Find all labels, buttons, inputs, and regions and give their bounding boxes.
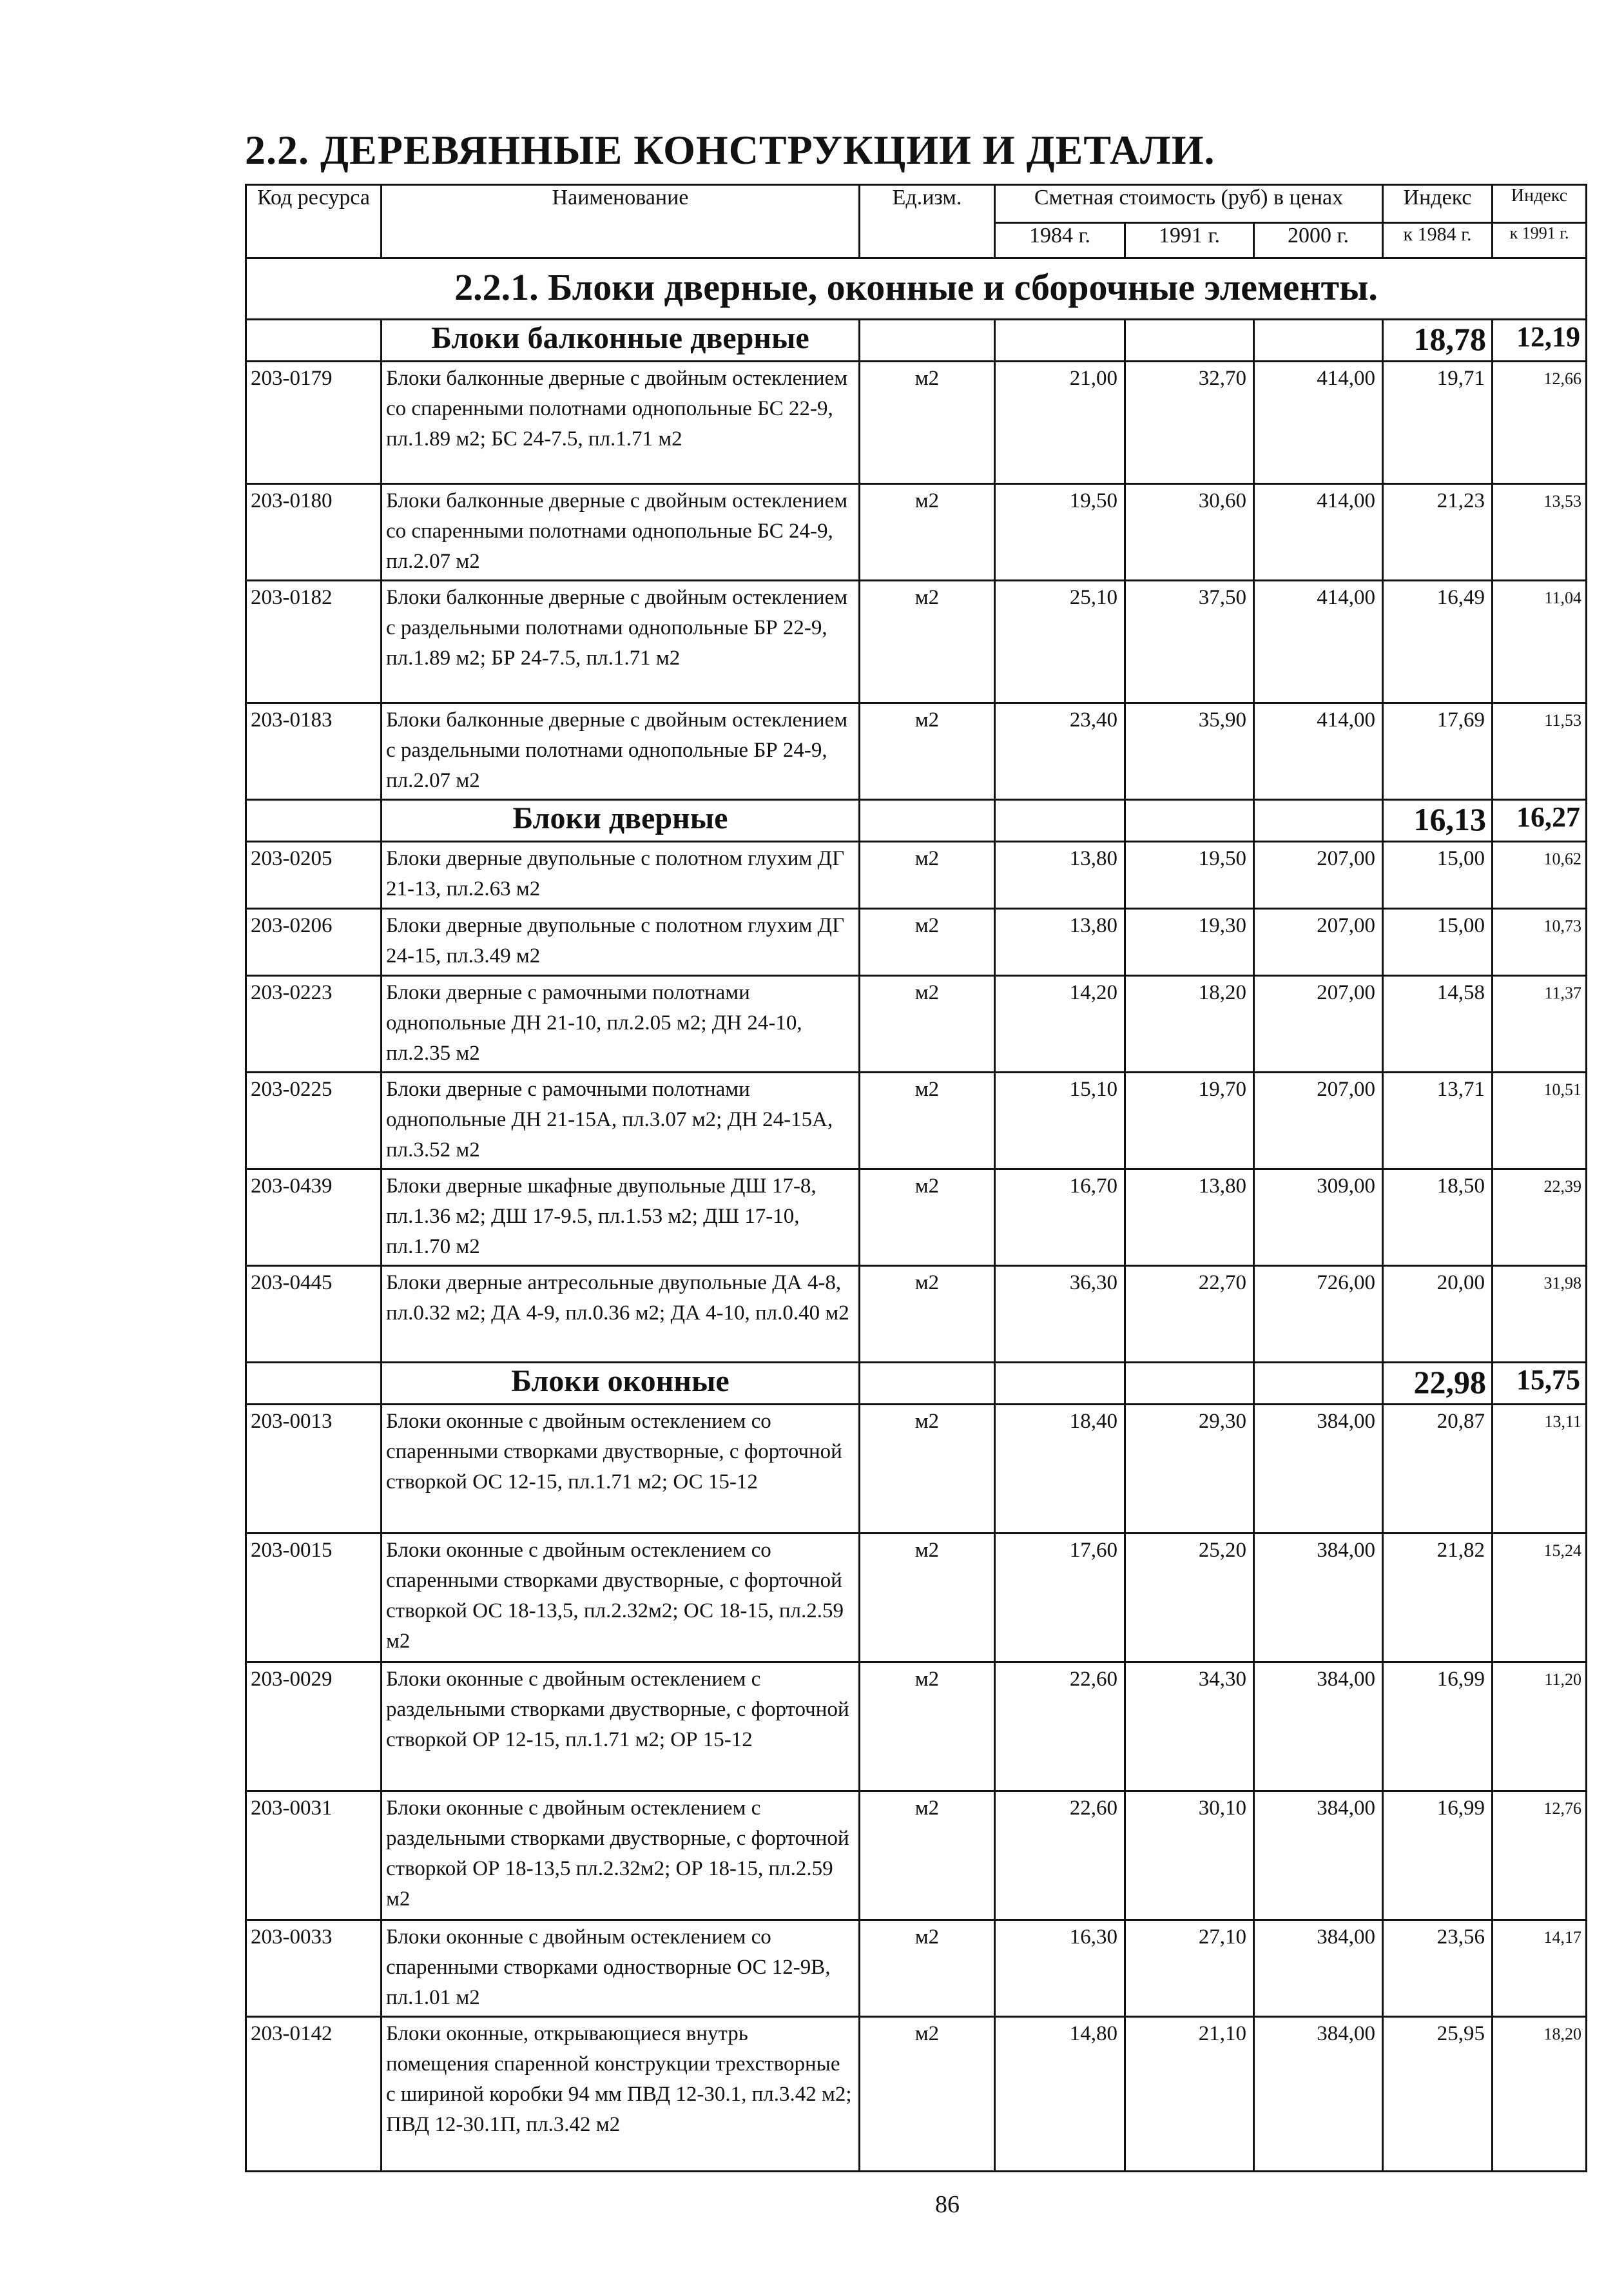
index-1984: 19,71 (1383, 362, 1493, 484)
table-row (246, 484, 1587, 581)
index-1991: 13,11 (1493, 1405, 1587, 1533)
group-index-1984: 16,13 (1383, 800, 1493, 842)
index-1991: 11,37 (1493, 976, 1587, 1073)
page-number: 86 (935, 2191, 960, 2218)
index-1984: 23,56 (1383, 1920, 1493, 2017)
unit: м2 (860, 1169, 995, 1266)
index-1991: 15,24 (1493, 1533, 1587, 1662)
index-1991: 10,51 (1493, 1073, 1587, 1169)
group-unit-cell (860, 1363, 995, 1405)
resource-name: Блоки оконные с двойным остеклением с раздельными створками двустворные, с форточной створкой ОР 18-13,5 пл.2.32м2; ОР 18-15, пл.2.59 м2 (382, 1791, 860, 1920)
resource-name: Блоки оконные с двойным остеклением со спаренными створками одностворные ОС 12-9В, пл.1.01 м2 (382, 1920, 860, 2017)
index-1984: 18,50 (1383, 1169, 1493, 1266)
cost-2000: 207,00 (1254, 842, 1383, 909)
cost-1984: 19,50 (995, 484, 1125, 581)
resource-code: 203-0033 (246, 1920, 382, 2017)
resource-code: 203-0031 (246, 1791, 382, 1920)
cost-2000: 207,00 (1254, 909, 1383, 976)
unit: м2 (860, 1405, 995, 1533)
resource-code: 203-0015 (246, 1533, 382, 1662)
table-row (246, 1662, 1587, 1791)
index-1984: 15,00 (1383, 842, 1493, 909)
cost-1984: 18,40 (995, 1405, 1125, 1533)
resource-name: Блоки балконные дверные с двойным остеклением с раздельными полотнами однопольные БР 24-9, пл.2.07 м2 (382, 703, 860, 800)
group-code-cell (246, 320, 382, 362)
unit: м2 (860, 1073, 995, 1169)
unit: м2 (860, 1791, 995, 1920)
header-unit: Ед.изм. (860, 185, 995, 258)
index-1984: 16,99 (1383, 1662, 1493, 1791)
group-unit-cell (860, 320, 995, 362)
header-cost: Сметная стоимость (руб) в ценах (995, 185, 1383, 223)
cost-1991: 30,10 (1125, 1791, 1254, 1920)
index-1991: 12,66 (1493, 362, 1587, 484)
group-cost-2000-cell (1254, 1363, 1383, 1405)
index-1984: 21,23 (1383, 484, 1493, 581)
cost-1991: 18,20 (1125, 976, 1254, 1073)
unit: м2 (860, 581, 995, 703)
cost-1984: 13,80 (995, 842, 1125, 909)
unit: м2 (860, 1533, 995, 1662)
group-cost-1984-cell (995, 1363, 1125, 1405)
unit: м2 (860, 1662, 995, 1791)
group-index-1984: 22,98 (1383, 1363, 1493, 1405)
index-1991: 14,17 (1493, 1920, 1587, 2017)
resource-code: 203-0183 (246, 703, 382, 800)
cost-1984: 21,00 (995, 362, 1125, 484)
resource-code: 203-0205 (246, 842, 382, 909)
index-1984: 25,95 (1383, 2017, 1493, 2172)
resource-name: Блоки дверные двупольные с полотном глухим ДГ 21-13, пл.2.63 м2 (382, 842, 860, 909)
index-1984: 13,71 (1383, 1073, 1493, 1169)
table-row (246, 703, 1587, 800)
group-index-1991: 15,75 (1493, 1363, 1587, 1405)
table-row (246, 909, 1587, 976)
header-year-2000: 2000 г. (1254, 223, 1383, 258)
index-1991: 11,04 (1493, 581, 1587, 703)
cost-2000: 384,00 (1254, 2017, 1383, 2172)
cost-1991: 13,80 (1125, 1169, 1254, 1266)
cost-2000: 726,00 (1254, 1266, 1383, 1363)
resource-name: Блоки оконные с двойным остеклением со спаренными створками двустворные, с форточной створкой ОС 18-13,5, пл.2.32м2; ОС 18-15, пл.2.59 м2 (382, 1533, 860, 1662)
group-index-1991: 16,27 (1493, 800, 1587, 842)
group-cost-1984-cell (995, 800, 1125, 842)
resource-code: 203-0439 (246, 1169, 382, 1266)
resource-code: 203-0179 (246, 362, 382, 484)
unit: м2 (860, 842, 995, 909)
cost-2000: 207,00 (1254, 1073, 1383, 1169)
resource-name: Блоки оконные, открывающиеся внутрь помещения спаренной конструкции трехстворные с шириной коробки 94 мм ПВД 12-30.1, пл.3.42 м2; ПВД 12-30.1П, пл.3.42 м2 (382, 2017, 860, 2172)
cost-1984: 36,30 (995, 1266, 1125, 1363)
group-row (246, 800, 1587, 842)
group-cost-2000-cell (1254, 800, 1383, 842)
cost-2000: 414,00 (1254, 484, 1383, 581)
unit: м2 (860, 2017, 995, 2172)
cost-2000: 309,00 (1254, 1169, 1383, 1266)
unit: м2 (860, 909, 995, 976)
cost-1991: 19,30 (1125, 909, 1254, 976)
index-1991: 12,76 (1493, 1791, 1587, 1920)
cost-1984: 17,60 (995, 1533, 1125, 1662)
section-title: 2.2.1. Блоки дверные, оконные и сборочные элементы. (246, 266, 1587, 320)
cost-2000: 384,00 (1254, 1920, 1383, 2017)
resource-code: 203-0206 (246, 909, 382, 976)
group-index-1991: 12,19 (1493, 320, 1587, 362)
cost-1984: 22,60 (995, 1791, 1125, 1920)
index-1991: 11,20 (1493, 1662, 1587, 1791)
resource-name: Блоки дверные с рамочными полотнами однопольные ДН 21-15А, пл.3.07 м2; ДН 24-15А, пл.3.52 м2 (382, 1073, 860, 1169)
header-name: Наименование (382, 185, 860, 258)
unit: м2 (860, 976, 995, 1073)
cost-1984: 14,20 (995, 976, 1125, 1073)
resource-code: 203-0445 (246, 1266, 382, 1363)
group-unit-cell (860, 800, 995, 842)
index-1991: 18,20 (1493, 2017, 1587, 2172)
cost-1984: 15,10 (995, 1073, 1125, 1169)
resource-table (245, 184, 1587, 2172)
resource-code: 203-0223 (246, 976, 382, 1073)
index-1984: 20,87 (1383, 1405, 1493, 1533)
cost-2000: 384,00 (1254, 1533, 1383, 1662)
table-row (246, 362, 1587, 484)
group-cost-1984-cell (995, 320, 1125, 362)
section-row (246, 266, 1587, 320)
cost-1991: 37,50 (1125, 581, 1254, 703)
table-row (246, 842, 1587, 909)
index-1984: 21,82 (1383, 1533, 1493, 1662)
header-index-1984-top: Индекс (1383, 185, 1493, 223)
group-cost-1991-cell (1125, 320, 1254, 362)
group-cost-1991-cell (1125, 1363, 1254, 1405)
cost-2000: 414,00 (1254, 581, 1383, 703)
group-row (246, 1363, 1587, 1405)
table-row (246, 1791, 1587, 1920)
resource-name: Блоки дверные шкафные двупольные ДШ 17-8, пл.1.36 м2; ДШ 17-9.5, пл.1.53 м2; ДШ 17-10, пл.1.70 м2 (382, 1169, 860, 1266)
table-row (246, 581, 1587, 703)
group-name: Блоки дверные (382, 800, 860, 842)
cost-1984: 13,80 (995, 909, 1125, 976)
table-row (246, 1405, 1587, 1533)
index-1984: 20,00 (1383, 1266, 1493, 1363)
group-cost-1991-cell (1125, 800, 1254, 842)
cost-1984: 14,80 (995, 2017, 1125, 2172)
cost-1991: 32,70 (1125, 362, 1254, 484)
resource-name: Блоки балконные дверные с двойным остеклением с раздельными полотнами однопольные БР 22-9, пл.1.89 м2; БР 24-7.5, пл.1.71 м2 (382, 581, 860, 703)
group-row (246, 320, 1587, 362)
index-1991: 10,73 (1493, 909, 1587, 976)
cost-1984: 25,10 (995, 581, 1125, 703)
index-1991: 10,62 (1493, 842, 1587, 909)
table-row (246, 1533, 1587, 1662)
cost-1984: 22,60 (995, 1662, 1125, 1791)
cost-2000: 414,00 (1254, 362, 1383, 484)
cost-1991: 19,70 (1125, 1073, 1254, 1169)
cost-1984: 23,40 (995, 703, 1125, 800)
resource-code: 203-0182 (246, 581, 382, 703)
group-name: Блоки оконные (382, 1363, 860, 1405)
header-row-top (246, 185, 1587, 223)
header-year-1984: 1984 г. (995, 223, 1125, 258)
cost-1991: 25,20 (1125, 1533, 1254, 1662)
resource-code: 203-0225 (246, 1073, 382, 1169)
table-row (246, 2017, 1587, 2172)
page-title: 2.2. ДЕРЕВЯННЫЕ КОНСТРУКЦИИ И ДЕТАЛИ. (245, 127, 1215, 173)
cost-2000: 384,00 (1254, 1405, 1383, 1533)
index-1984: 15,00 (1383, 909, 1493, 976)
unit: м2 (860, 1266, 995, 1363)
resource-code: 203-0180 (246, 484, 382, 581)
cost-1991: 27,10 (1125, 1920, 1254, 2017)
cost-1991: 29,30 (1125, 1405, 1254, 1533)
header-index-1991-bottom: к 1991 г. (1493, 223, 1587, 258)
cost-1991: 19,50 (1125, 842, 1254, 909)
cost-1991: 35,90 (1125, 703, 1254, 800)
cost-2000: 384,00 (1254, 1662, 1383, 1791)
index-1984: 16,99 (1383, 1791, 1493, 1920)
table-row (246, 1073, 1587, 1169)
index-1991: 22,39 (1493, 1169, 1587, 1266)
header-index-1984-bottom: к 1984 г. (1383, 223, 1493, 258)
resource-name: Блоки балконные дверные с двойным остеклением со спаренными полотнами однопольные БС 24-9, пл.2.07 м2 (382, 484, 860, 581)
header-year-1991: 1991 г. (1125, 223, 1254, 258)
resource-name: Блоки дверные антресольные двупольные ДА 4-8, пл.0.32 м2; ДА 4-9, пл.0.36 м2; ДА 4-10, пл.0.40 м2 (382, 1266, 860, 1363)
resource-name: Блоки оконные с двойным остеклением со спаренными створками двустворные, с форточной створкой ОС 12-15, пл.1.71 м2; ОС 15-12 (382, 1405, 860, 1533)
group-cost-2000-cell (1254, 320, 1383, 362)
table-row (246, 1266, 1587, 1363)
cost-1991: 22,70 (1125, 1266, 1254, 1363)
index-1991: 31,98 (1493, 1266, 1587, 1363)
cost-1991: 21,10 (1125, 2017, 1254, 2172)
index-1984: 16,49 (1383, 581, 1493, 703)
index-1984: 14,58 (1383, 976, 1493, 1073)
header-index-1991-top: Индекс (1493, 185, 1587, 223)
group-code-cell (246, 800, 382, 842)
index-1991: 11,53 (1493, 703, 1587, 800)
resource-name: Блоки дверные с рамочными полотнами однопольные ДН 21-10, пл.2.05 м2; ДН 24-10, пл.2.35 м2 (382, 976, 860, 1073)
cost-1984: 16,30 (995, 1920, 1125, 2017)
unit: м2 (860, 362, 995, 484)
cost-2000: 207,00 (1254, 976, 1383, 1073)
cost-1991: 34,30 (1125, 1662, 1254, 1791)
unit: м2 (860, 1920, 995, 2017)
resource-code: 203-0013 (246, 1405, 382, 1533)
cost-1991: 30,60 (1125, 484, 1254, 581)
unit: м2 (860, 703, 995, 800)
header-code: Код ресурса (246, 185, 382, 258)
table-row (246, 976, 1587, 1073)
header-spacer (246, 258, 1587, 266)
resource-name: Блоки балконные дверные с двойным остеклением со спаренными полотнами однопольные БС 22-9, пл.1.89 м2; БС 24-7.5, пл.1.71 м2 (382, 362, 860, 484)
group-code-cell (246, 1363, 382, 1405)
resource-name: Блоки дверные двупольные с полотном глухим ДГ 24-15, пл.3.49 м2 (382, 909, 860, 976)
index-1991: 13,53 (1493, 484, 1587, 581)
cost-1984: 16,70 (995, 1169, 1125, 1266)
unit: м2 (860, 484, 995, 581)
resource-code: 203-0029 (246, 1662, 382, 1791)
cost-2000: 384,00 (1254, 1791, 1383, 1920)
resource-code: 203-0142 (246, 2017, 382, 2172)
resource-name: Блоки оконные с двойным остеклением с раздельными створками двустворные, с форточной створкой ОР 12-15, пл.1.71 м2; ОР 15-12 (382, 1662, 860, 1791)
group-name: Блоки балконные дверные (382, 320, 860, 362)
group-index-1984: 18,78 (1383, 320, 1493, 362)
cost-2000: 414,00 (1254, 703, 1383, 800)
table-row (246, 1169, 1587, 1266)
index-1984: 17,69 (1383, 703, 1493, 800)
table-row (246, 1920, 1587, 2017)
